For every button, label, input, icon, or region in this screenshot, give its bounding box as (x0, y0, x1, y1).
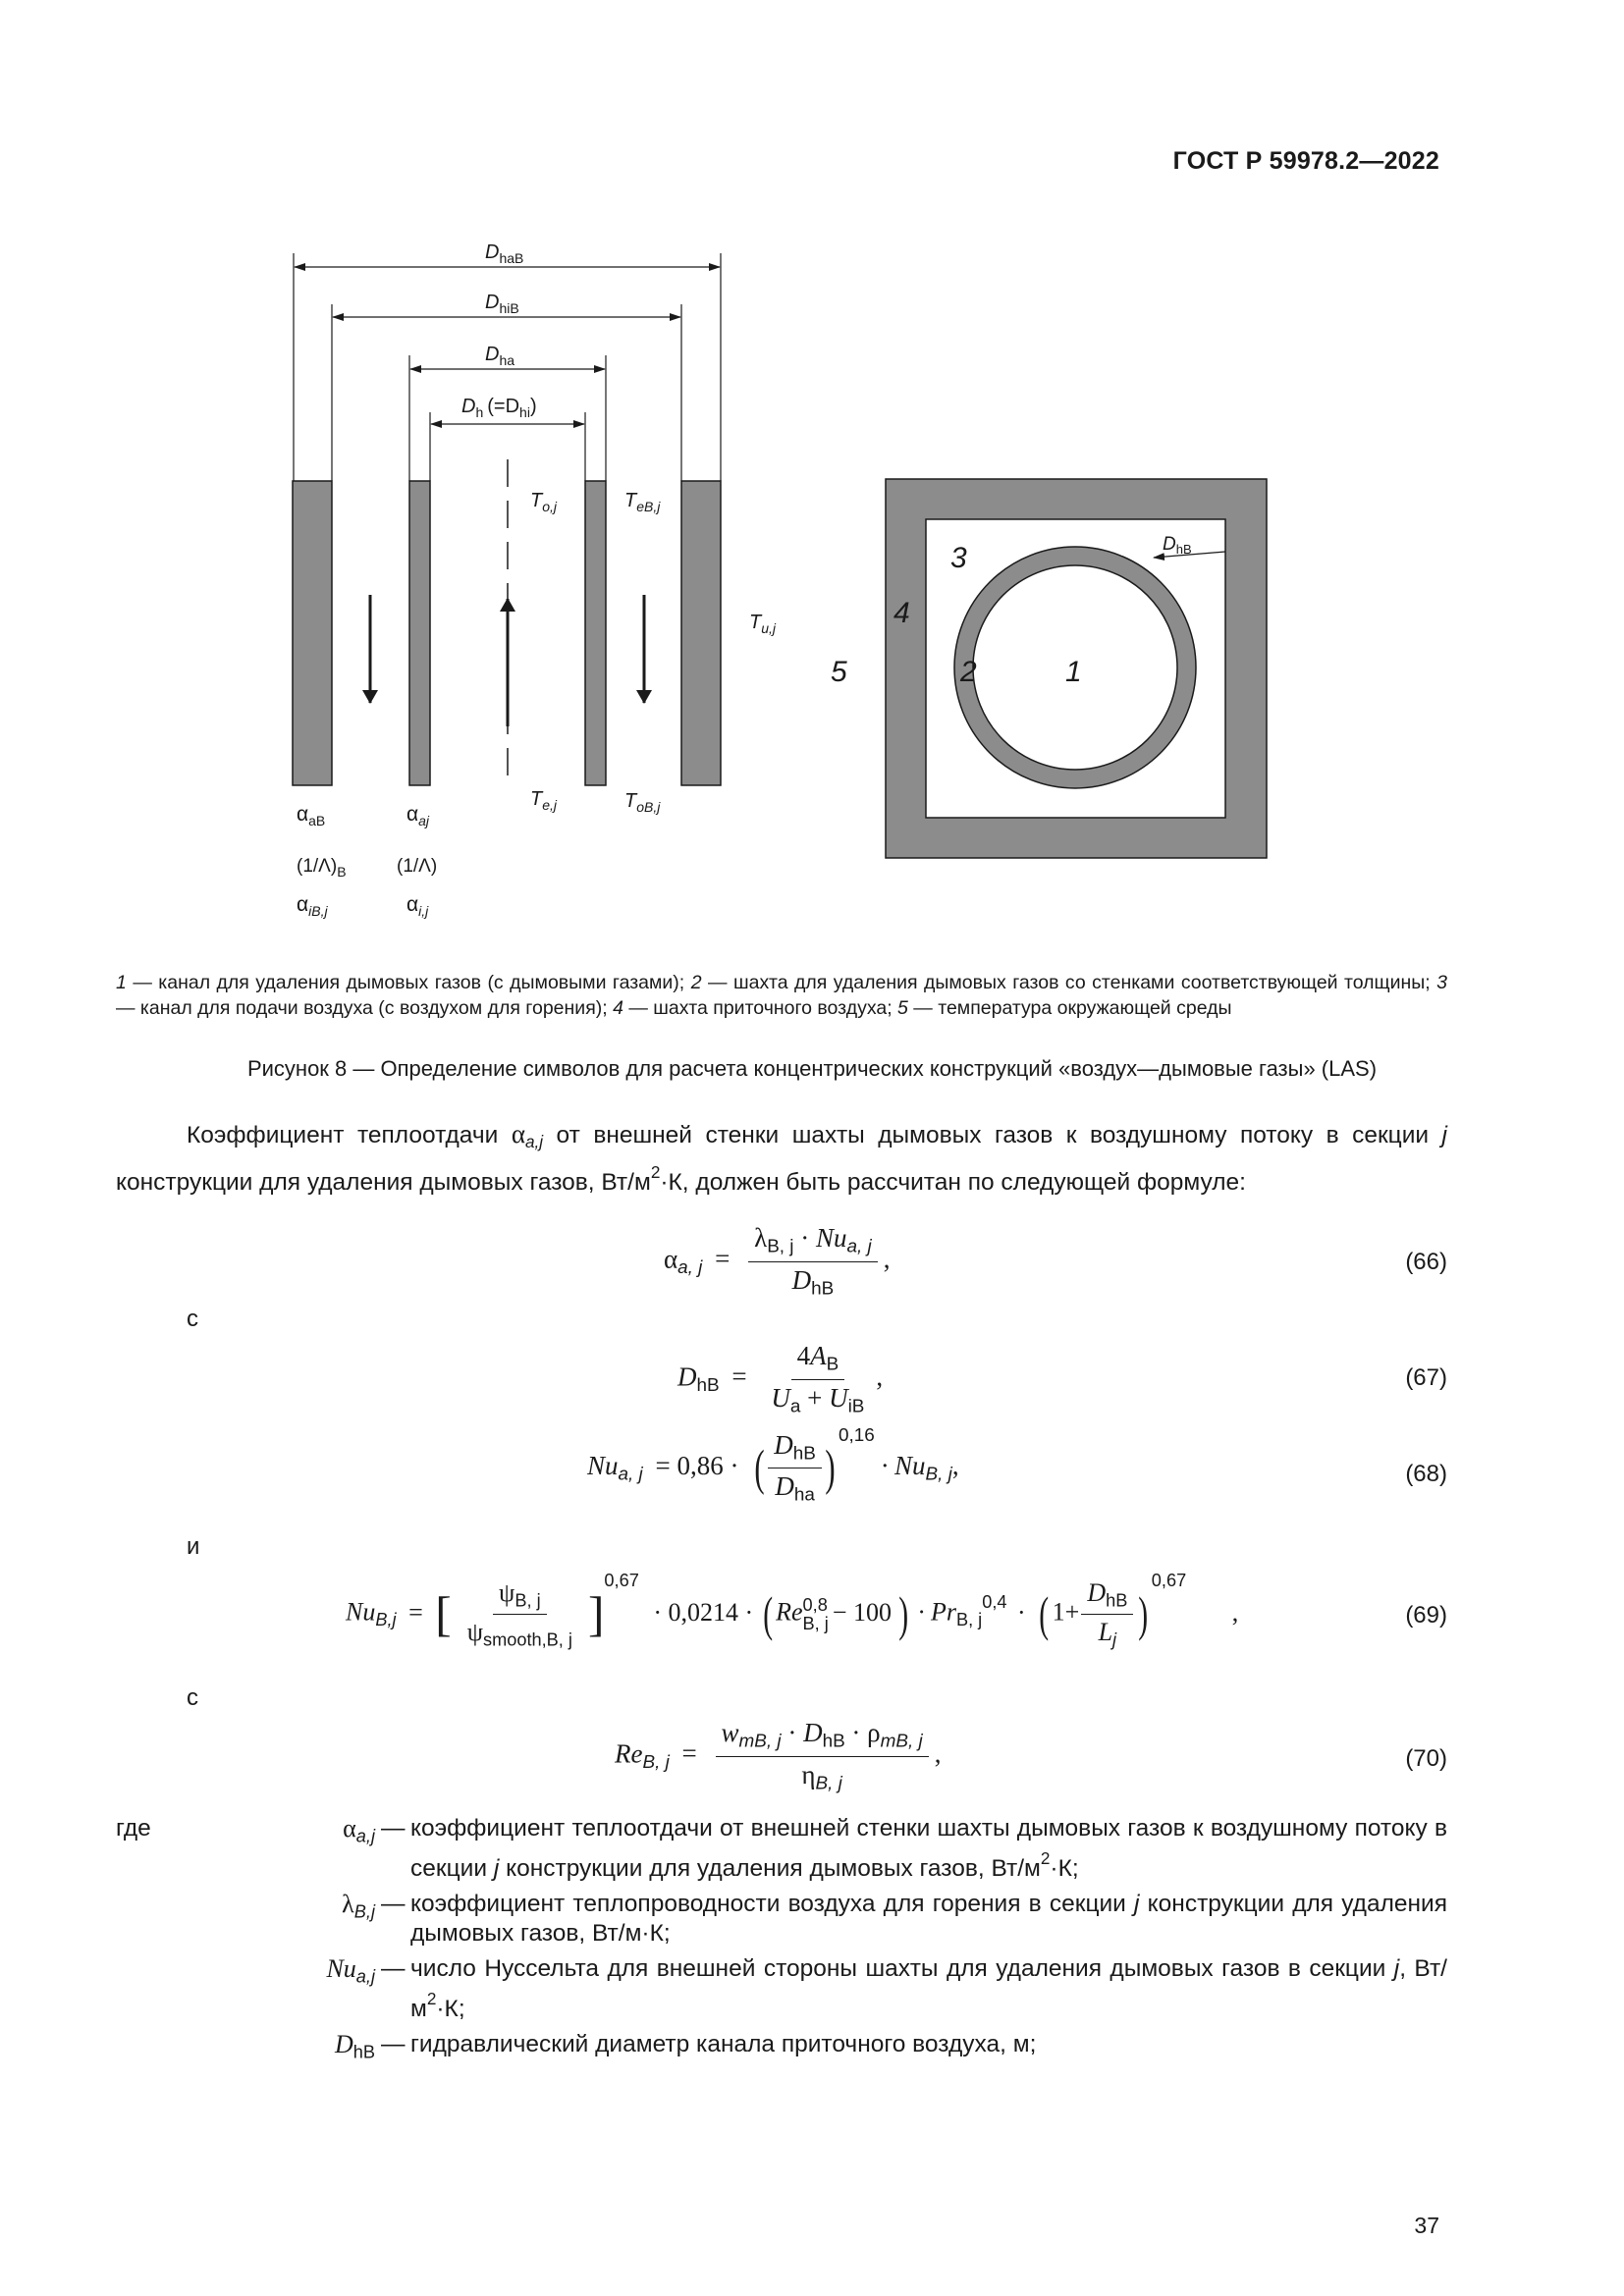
definition-text: гидравлический диаметр канала приточного воздуха, м; (410, 2031, 1037, 2057)
definition-text: коэффициент теплоотдачи от внешней стенки шахты дымовых газов к воздушному потоку в секции j конструкции для удаления дымовых газов, $Вт/м^2\cdot К$; (410, 1815, 1447, 1882)
label-tob: $T_{oB,j}$ (624, 790, 661, 815)
definition-row: $D_{hB}$ — гидравлический диаметр канала приточного воздуха, м; (116, 2030, 1447, 2066)
definition-symbol: $D_{hB}$ (334, 2030, 375, 2062)
label-dh: $D_h$ $(=D_{hi})$ (461, 396, 537, 420)
label-teb: $T_{eB,j}$ (624, 490, 661, 514)
label-te: $T_{e,j}$ (530, 788, 558, 813)
intro-paragraph: Коэффициент теплоотдачи $\alpha_{a,j}$ от внешней стенки шахты дымовых газов к воздушному потоку в секции j конструкции для удаления дымовых газов, $Вт/м^2\cdot К$, должен быть рассчитан по следующей формуле: (116, 1119, 1447, 1197)
label-n4: 4 (893, 597, 910, 629)
label-dha: $D_{ha}$ (485, 344, 515, 368)
definition-row: $\lambda_{B,j}$ — коэффициент теплопроводности воздуха для горения в секции j конструкции для удаления дымовых газов, Вт/м·К; (116, 1890, 1447, 1949)
definition-text: число Нуссельта для внешней стороны шахты для удаления дымовых газов в секции j, $Вт/м^2\cdot К$; (410, 1955, 1447, 2022)
equation-number-67: (67) (1405, 1364, 1447, 1391)
definition-text: коэффициент теплопроводности воздуха для горения в секции j конструкции для удаления дымовых газов, Вт/м·К; (410, 1891, 1447, 1947)
page-number: 37 (1414, 2213, 1439, 2238)
figure-caption: Рисунок 8 — Определение символов для расчета концентрических конструкций «воздух—дымовые газы» (LAS) (246, 1056, 1378, 1081)
definition-symbol: $\alpha_{a,j}$ (343, 1814, 375, 1846)
label-to: $T_{o,j}$ (530, 490, 558, 514)
label-n2: 2 (960, 656, 977, 688)
definition-symbol: $Nu_{a,j}$ (326, 1954, 375, 1987)
label-lambda-b: $(1/\Lambda)_B$ (297, 856, 347, 880)
connector-3: с (187, 1684, 198, 1711)
label-alpha-ij: $\alpha_{i,j}$ (406, 893, 429, 919)
formula-67: $D_{hB}$ = $\frac{4A_B}{U_a + U_{iB}}$ , (677, 1341, 884, 1417)
outer-left-wall (293, 481, 332, 785)
label-lambda: (1/Λ) (397, 856, 438, 877)
label-alpha-ab: $\alpha_{aB}$ (297, 803, 326, 828)
label-n3: 3 (950, 542, 967, 574)
standard-number: ГОСТ Р 59978.2—2022 (1172, 147, 1439, 175)
where-label: где (116, 1815, 151, 1842)
definitions-list (116, 1814, 1447, 2072)
definition-symbol: $\lambda_{B,j}$ (342, 1890, 375, 1922)
inner-right-wall (585, 481, 606, 785)
outer-right-wall (681, 481, 721, 785)
figure-legend: 1 — канал для удаления дымовых газов (с дымовыми газами); 2 — шахта для удаления дымовых газов со стенками соответствующей толщины; 3 — канал для подачи воздуха (с воздухом для горения); 4 — шахта приточного воздуха; 5 — температура окружающей среды (116, 972, 1447, 1019)
equation-number-68: (68) (1405, 1461, 1447, 1487)
label-alpha-aj: $\alpha_{aj}$ (406, 803, 430, 828)
label-alpha-ib: $\alpha_{iB,j}$ (297, 893, 328, 919)
equation-number-69: (69) (1405, 1602, 1447, 1629)
connector-1: с (187, 1306, 198, 1332)
formula-69: $Nu_{B,j}$ = [ $\frac{\psi_{B, j}}{\psi_{smooth,B, j}}$ ]$^{0,67}$ · 0,0214 · ( Re 0,8 B, j − 100 ) · $Pr_{B, j}^{0,4}$ · ( 1+ $\frac{D_{hB}}{L_j}$ )$^{0,67}$ , (346, 1571, 1239, 1650)
definition-row: $Nu_{a,j}$ — число Нуссельта для внешней стороны шахты для удаления дымовых газов в секции j, $Вт/м^2\cdot К$; (116, 1954, 1447, 2024)
label-dhab: $D_{haB}$ (485, 241, 524, 266)
equation-number-66: (66) (1405, 1249, 1447, 1275)
label-tu: $T_{u,j}$ (749, 612, 777, 636)
formula-70: $Re_{B, j}$ = $\frac{w_{mB, j} \cdot D_{hB} \cdot \rho_{mB, j}}{\eta_{B, j}}$ , (615, 1718, 942, 1794)
definition-row: где $\alpha_{a,j}$ — коэффициент теплоотдачи от внешней стенки шахты дымовых газов к воздушному потоку в секции j конструкции для удаления дымовых газов, $Вт/м^2\cdot К$; (116, 1814, 1447, 1882)
formula-68: $Nu_{a, j} = 0,86$ · ( $\frac{D_{hB}}{D_{ha}}$ )$^{0,16} \cdot Nu_{B, j}$, (587, 1425, 959, 1506)
inner-left-wall (409, 481, 430, 785)
connector-2: и (187, 1533, 200, 1560)
label-dhib: $D_{hiB}$ (485, 292, 519, 316)
figure-8 (0, 0, 1624, 942)
equation-number-70: (70) (1405, 1745, 1447, 1772)
formula-66: $\alpha_{a, j}$ = $\frac{\lambda_{B, j} \cdot Nu_{a, j}}{D_{hB}}$ , (664, 1223, 891, 1300)
label-n1: 1 (1065, 656, 1082, 688)
label-dhb-cross: $D_{hB}$ (1163, 534, 1192, 557)
label-n5: 5 (831, 656, 847, 688)
